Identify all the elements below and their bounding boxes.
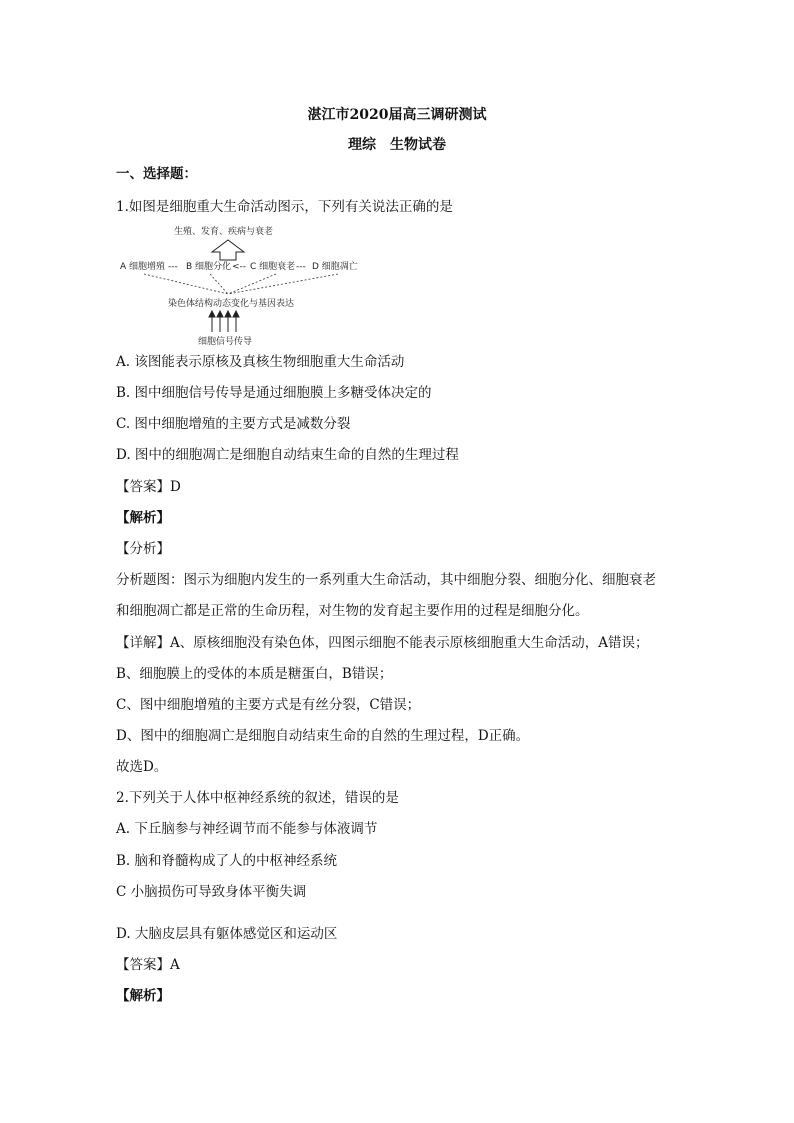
q1-detail-a: 【详解】A、原核细胞没有染色体，四图示细胞不能表示原核细胞重大生命活动，A错误； xyxy=(116,635,649,651)
q1-option-d: D. 图中的细胞凋亡是细胞自动结束生命的自然的生理过程 xyxy=(116,447,459,463)
q2-option-a: A. 下丘脑参与神经调节而不能参与体液调节 xyxy=(116,821,378,837)
figure-signal-arrows xyxy=(209,311,239,332)
q2-analysis-head: 【解析】 xyxy=(116,988,170,1004)
figure-dashed-lines xyxy=(144,274,338,294)
figure-mid-label: 染色体结构动态变化与基因表达 xyxy=(168,299,295,309)
q1-fenxi-line2: 和细胞凋亡都是正常的生命历程，对生物的发育起主要作用的过程是细胞分化。 xyxy=(116,603,589,619)
q1-detail-d: D、图中的细胞凋亡是细胞自动结束生命的自然的生理过程，D正确。 xyxy=(116,728,530,744)
figure-bottom-label: 细胞信号传导 xyxy=(198,337,253,347)
q2-answer: 【答案】A xyxy=(116,957,180,973)
q2-option-d: D. 大脑皮层具有躯体感觉区和运动区 xyxy=(116,926,338,942)
figure-process-b: B 细胞分化 xyxy=(186,262,232,272)
q1-answer: 【答案】D xyxy=(116,479,181,495)
q1-analysis-head: 【解析】 xyxy=(116,510,170,526)
figure-dash-bc: <-- xyxy=(232,262,247,272)
q1-figure xyxy=(116,222,376,350)
figure-process-c: C 细胞衰老 xyxy=(250,262,296,272)
q1-detail-c: C、图中细胞增殖的主要方式是有丝分裂，C错误； xyxy=(116,697,421,713)
q1-stem: 1.如图是细胞重大生命活动图示，下列有关说法正确的是 xyxy=(116,199,453,215)
q2-option-b: B. 脑和脊髓构成了人的中枢神经系统 xyxy=(116,853,338,869)
q1-detail-b: B、细胞膜上的受体的本质是糖蛋白，B错误； xyxy=(116,666,393,682)
paper-subtitle: 理综 生物试卷 xyxy=(348,137,446,153)
paper-title: 湛江市2020届高三调研测试 xyxy=(307,107,487,123)
q2-option-c: C 小脑损伤可导致身体平衡失调 xyxy=(116,884,307,900)
figure-up-arrow xyxy=(212,240,244,260)
section-title: 一、选择题： xyxy=(116,166,197,182)
figure-top-label: 生殖、发育、疾病与衰老 xyxy=(174,227,274,237)
figure-process-d: D 细胞凋亡 xyxy=(312,262,358,272)
q1-fenxi-head: 【分析】 xyxy=(116,541,170,557)
q1-option-c: C. 图中细胞增殖的主要方式是减数分裂 xyxy=(116,416,351,432)
q1-conclusion: 故选D。 xyxy=(116,759,168,775)
q2-stem: 2.下列关于人体中枢神经系统的叙述，错误的是 xyxy=(116,790,399,806)
figure-dash-cd: --- xyxy=(296,262,306,272)
q1-fenxi-line1: 分析题图：图示为细胞内发生的一系列重大生命活动，其中细胞分裂、细胞分化、细胞衰老 xyxy=(116,572,656,588)
q1-option-b: B. 图中细胞信号传导是通过细胞膜上多糖受体决定的 xyxy=(116,385,432,401)
figure-dash-ab: --- xyxy=(168,262,178,272)
q1-option-a: A. 该图能表示原核及真核生物细胞重大生命活动 xyxy=(116,354,405,370)
figure-process-a: A 细胞增殖 xyxy=(120,262,166,272)
